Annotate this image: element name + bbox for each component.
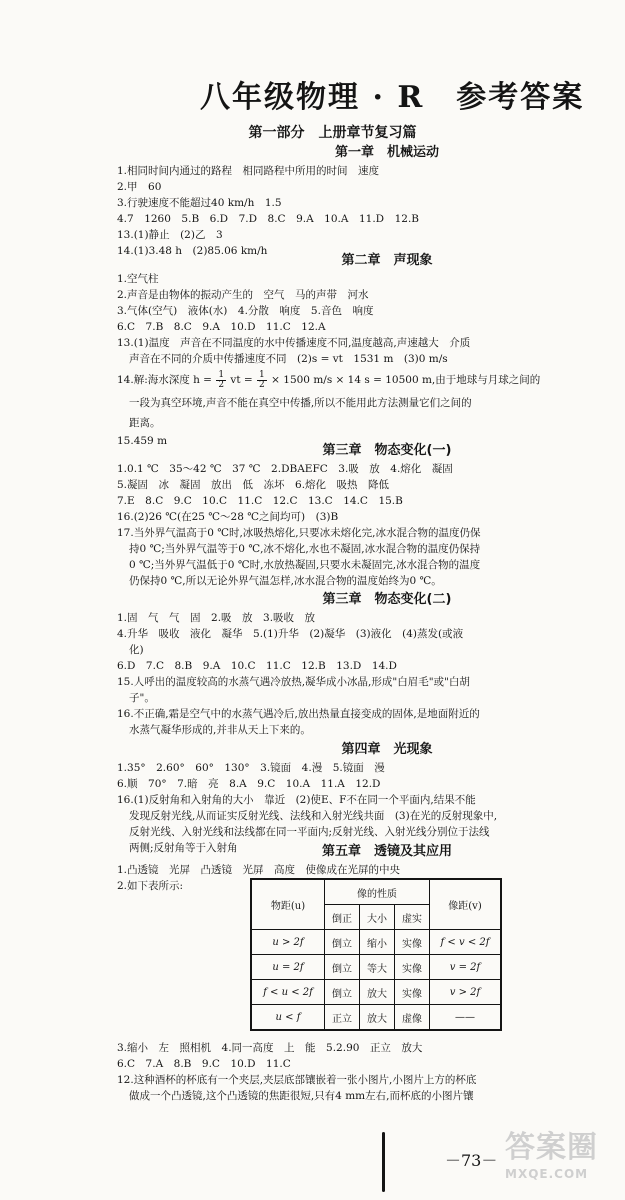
answer-line: 6.C 7.A 8.B 9.C 10.D 11.C — [117, 1058, 291, 1070]
cell-orientation: 倒立 — [325, 955, 360, 980]
answer-line: 16.(2)26 ℃(在25 ℃～28 ℃之间均可) (3)B — [117, 511, 339, 523]
answer-line: 5.凝固 冰 凝固 放出 低 冻坏 6.熔化 吸热 降低 — [117, 479, 390, 491]
fraction-half — [257, 371, 267, 390]
answer-line: 6.C 7.B 8.C 9.A 10.D 11.C 12.A — [117, 321, 326, 333]
cell-size: 等大 — [360, 955, 395, 980]
table-row — [251, 1005, 501, 1031]
cell-orientation: 倒立 — [325, 980, 360, 1005]
answer-line: 6.D 7.C 8.B 9.A 10.C 11.C 12.B 13.D 14.D — [117, 660, 397, 672]
page-title: 八年级物理 · R 参考答案 — [200, 80, 585, 115]
answer-line: 3.行驶速度不能超过40 km/h 1.5 — [117, 197, 282, 209]
answer-line: 化) — [129, 644, 144, 656]
chapter-heading: 第四章 光现象 — [341, 742, 433, 757]
subheader-size: 大小 — [360, 905, 395, 930]
subheader-type: 虚实 — [395, 905, 430, 930]
cell-type: 实像 — [395, 980, 430, 1005]
answer-line: 2.甲 60 — [117, 181, 162, 193]
chapter-4 — [117, 740, 597, 856]
answer-line: 反射光线、入射光线和法线都在同一平面内;反射光线、入射光线分别位于法线 — [129, 826, 490, 838]
chapter-heading: 第二章 声现象 — [341, 253, 433, 268]
cell-orientation: 倒立 — [325, 930, 360, 955]
answer-line: 1.空气柱 — [117, 273, 159, 285]
cell-orientation: 正立 — [325, 1005, 360, 1031]
cell-size: 缩小 — [360, 930, 395, 955]
header-image-distance: 像距(v) — [430, 879, 502, 930]
cell-u: u = 2f — [251, 955, 325, 980]
cell-u: u > 2f — [251, 930, 325, 955]
chapter-heading: 第三章 物态变化(一) — [322, 443, 452, 458]
chapter-heading: 第一章 机械运动 — [334, 145, 439, 160]
answer-line: 13.(1)温度 声音在不同温度的水中传播速度不同,温度越高,声速越大 介质 — [117, 337, 471, 349]
cell-v: v = 2f — [430, 955, 502, 980]
fraction-numerator: 1 — [218, 369, 225, 380]
subheader-orientation: 倒正 — [325, 905, 360, 930]
chapter-3-part-2 — [117, 590, 597, 738]
answer-line: 发现反射光线,从而证实反射光线、法线和入射光线共面 (3)在光的反射现象中, — [129, 810, 498, 822]
watermark-text: 答案圈 — [505, 1130, 598, 1165]
answer-line: 1.35° 2.60° 60° 130° 3.镜面 4.漫 5.镜面 漫 — [117, 762, 385, 774]
answer-line: 0 ℃;当外界气温低于0 ℃时,水放热凝固,只要水未凝固完,冰水混合物的温度 — [129, 559, 481, 571]
binding-mark — [382, 1132, 385, 1192]
answer-line: 声音在不同的介质中传播速度不同 (2)s = vt 1531 m (3)0 m/s — [129, 353, 448, 365]
watermark-url: MXQE.COM — [505, 1167, 589, 1181]
answer-line: 15.459 m — [117, 435, 168, 447]
chapter-3-part-1 — [117, 441, 597, 589]
answer-line: 1.0.1 ℃ 35～42 ℃ 37 ℃ 2.DBAEFC 3.吸 放 4.熔化 凝固 — [117, 463, 453, 475]
cell-v: v > 2f — [430, 980, 502, 1005]
fraction-half — [216, 371, 226, 390]
chapter-heading: 第三章 物态变化(二) — [322, 592, 452, 607]
chapter-1 — [117, 143, 597, 259]
table-row — [251, 930, 501, 955]
table-row — [251, 955, 501, 980]
answer-line: 12.这种酒杯的杯底有一个夹层,夹层底部镶嵌着一张小图片,小图片上方的杯底 — [117, 1074, 477, 1086]
answer-line: 两侧;反射角等于入射角 — [129, 842, 238, 854]
cell-type: 实像 — [395, 955, 430, 980]
answer-line: 17.当外界气温高于0 ℃时,冰吸热熔化,只要冰未熔化完,冰水混合物的温度仍保 — [117, 527, 481, 539]
answer-line: 13.(1)静止 (2)乙 3 — [117, 229, 223, 241]
chapter-heading: 第五章 透镜及其应用 — [321, 844, 452, 859]
answer-line: 1.相同时间内通过的路程 相同路程中所用的时间 速度 — [117, 165, 380, 177]
answer-line: 16.不正确,霜是空气中的水蒸气遇冷后,放出热量直接变成的固体,是地面附近的 — [117, 708, 480, 720]
answer-line: 3.缩小 左 照相机 4.同一高度 上 能 5.2.90 正立 放大 — [117, 1042, 423, 1054]
answer-line: 4.7 1260 5.B 6.D 7.D 8.C 9.A 10.A 11.D 12.B — [117, 213, 419, 225]
answer-line: 7.E 8.C 9.C 10.C 11.C 12.C 13.C 14.C 15.B — [117, 495, 403, 507]
answer-line: 15.人呼出的温度较高的水蒸气遇冷放热,凝华成小冰晶,形成"白眉毛"或"白胡 — [117, 676, 470, 688]
answer-line: 6.顺 70° 7.暗 亮 8.A 9.C 10.A 11.A 12.D — [117, 778, 381, 790]
part-title: 第一部分 上册章节复习篇 — [248, 125, 417, 141]
lens-image-table — [250, 878, 502, 1031]
cell-size: 放大 — [360, 980, 395, 1005]
answer-line: 16.(1)反射角和入射角的大小 靠近 (2)使E、F不在同一个平面内,结果不能 — [117, 794, 476, 806]
page-number: －73－ — [445, 1151, 498, 1170]
formula-text: 14.解:海水深度 h = — [117, 374, 212, 386]
answer-line: 4.升华 吸收 液化 凝华 5.(1)升华 (2)凝华 (3)液化 (4)蒸发(或液 — [117, 628, 464, 640]
fraction-denominator: 2 — [218, 379, 225, 390]
table-row — [251, 980, 501, 1005]
formula-text: vt = — [230, 374, 253, 386]
answer-line: 持0 ℃;当外界气温等于0 ℃,冰不熔化,水也不凝固,冰水混合物的温度仍保持 — [129, 543, 481, 555]
answer-line: 水蒸气凝华形成的,并非从天上下来的。 — [129, 724, 311, 736]
chapter-2 — [117, 251, 597, 449]
answer-line: 距离。 — [129, 417, 161, 429]
answer-line: 一段为真空环境,声音不能在真空中传播,所以不能用此方法测量它们之间的 — [129, 397, 472, 409]
answer-line: 1.固 气 气 固 2.吸 放 3.吸收 放 — [117, 612, 316, 624]
cell-u: u < f — [251, 1005, 325, 1031]
answer-line: 2.声音是由物体的振动产生的 空气 马的声带 河水 — [117, 289, 369, 301]
answer-line-formula — [117, 367, 597, 393]
fraction-denominator: 2 — [259, 379, 265, 390]
answer-line: 3.气体(空气) 液体(水) 4.分散 响度 5.音色 响度 — [117, 305, 374, 317]
fraction-numerator: 1 — [259, 369, 265, 380]
formula-text: × 1500 m/s × 14 s = 10500 m,由于地球与月球之间的 — [271, 374, 541, 386]
cell-u: f < u < 2f — [251, 980, 325, 1005]
header-object-distance: 物距(u) — [251, 879, 325, 930]
answer-line: 子"。 — [129, 692, 155, 704]
cell-size: 放大 — [360, 1005, 395, 1031]
chapter-5-continued — [117, 1040, 597, 1104]
answer-line: 仍保持0 ℃,所以无论外界气温怎样,冰水混合物的温度始终为0 ℃。 — [129, 575, 442, 587]
cell-type: 虚像 — [395, 1005, 430, 1031]
cell-type: 实像 — [395, 930, 430, 955]
answer-line: 14.(1)3.48 h (2)85.06 km/h — [117, 245, 268, 257]
answer-line: 1.凸透镜 光屏 凸透镜 光屏 高度 使像成在光屏的中央 — [117, 864, 401, 876]
answer-line: 做成一个凸透镜,这个凸透镜的焦距很短,只有4 mm左右,而杯底的小图片镶 — [129, 1090, 474, 1102]
cell-v: f < v < 2f — [430, 930, 502, 955]
cell-v: —— — [430, 1005, 502, 1031]
answer-line: 2.如下表所示: — [117, 880, 184, 892]
header-image-nature: 像的性质 — [325, 879, 430, 905]
watermark-logo — [505, 1130, 615, 1190]
